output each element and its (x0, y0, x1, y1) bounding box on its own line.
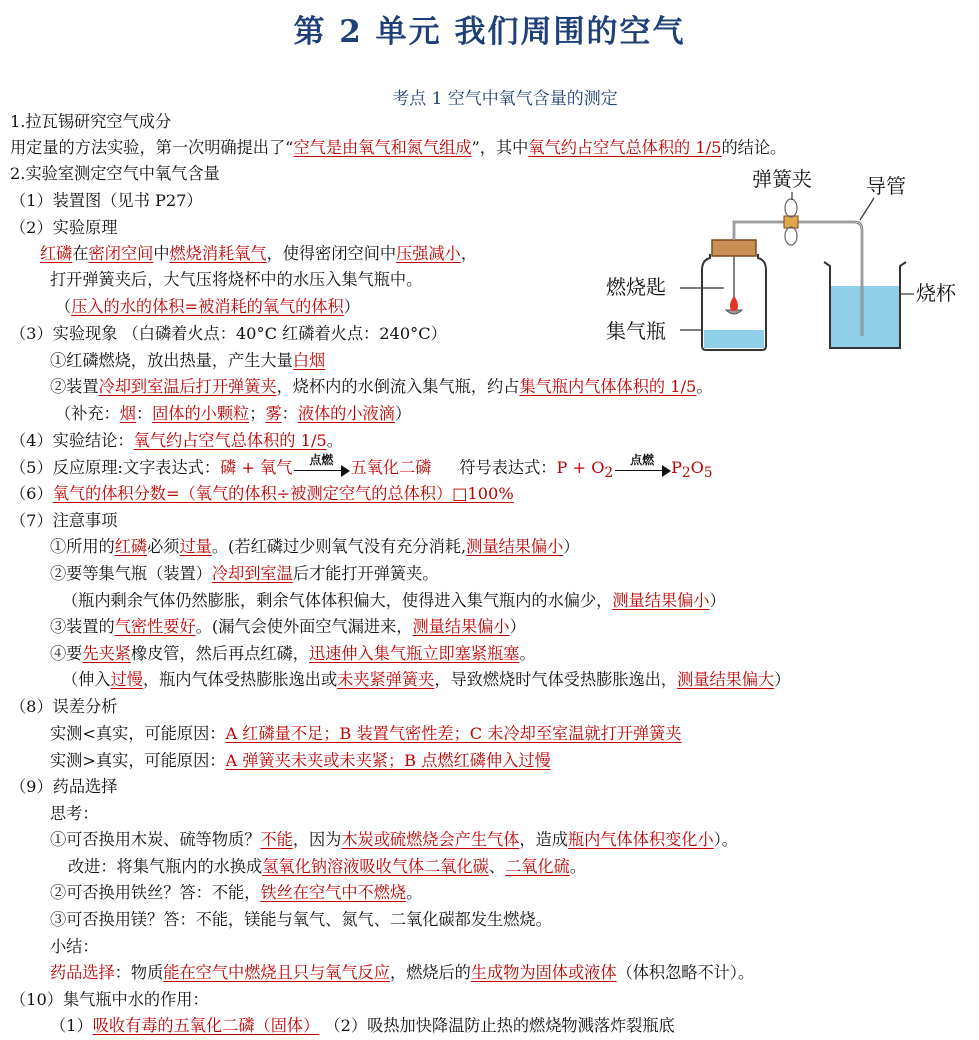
text-segment: （瓶内剩余气体仍然膨胀，剩余气体体积偏大，使得进入集气瓶内的水偏少， (62, 591, 613, 610)
text-segment: ） (563, 537, 580, 556)
text-segment: ，导致燃烧时气体受热膨胀逸出， (434, 670, 678, 689)
text-segment: ①红磷燃烧，放出热量，产生大量 (50, 351, 293, 370)
key-answer: 铁丝在空气中不燃烧 (260, 883, 407, 902)
key-answer: 氧气的体积分数=（氧气的体积÷被测定空气的总体积）□100% (52, 484, 514, 503)
text-line (50, 828, 738, 854)
label-spoon: 燃烧匙 (606, 275, 666, 299)
text-line (50, 1014, 675, 1040)
text-segment: ） (709, 591, 726, 610)
text-line (40, 242, 477, 268)
key-answer: 雾 (265, 404, 282, 423)
key-answer: 过慢 (110, 670, 143, 689)
text-segment: ： (135, 404, 153, 423)
key-answer: 空气是由氧气和氮气组成 (293, 138, 472, 157)
highlight-text: 磷 + 氧气 (220, 458, 293, 477)
text-segment: （1）装置图（见书 P27） (10, 191, 203, 210)
key-answer: 生成物为固体或液体 (470, 963, 617, 982)
text-segment: （1） (50, 1016, 93, 1035)
text-segment: 。 (696, 377, 713, 396)
key-answer: A 弹簧夹未夹或未夹紧；B 点燃红磷伸入过慢 (225, 751, 551, 770)
key-answer: 过量 (179, 537, 212, 556)
arrow-head-icon (662, 465, 671, 477)
text-line (55, 402, 411, 428)
text-segment: （4）实验结论： (10, 431, 134, 450)
key-answer: 二氧化硫 (505, 857, 570, 876)
text-line (10, 189, 203, 215)
text-segment: 、 (488, 857, 506, 876)
text-line (50, 961, 754, 987)
text-segment: （2）吸热加快降温防止热的燃烧物溅落炸裂瓶底 (319, 1016, 675, 1035)
text-segment: 必须 (147, 537, 180, 556)
leader-tube (860, 198, 874, 220)
text-segment: 后才能打开弹簧夹。 (292, 564, 439, 583)
key-answer: 固体的小颗粒 (152, 404, 250, 423)
text-line (50, 802, 99, 828)
key-answer: 迅速伸入集气瓶立即塞紧瓶塞 (309, 644, 520, 663)
key-answer: 气密性要好 (114, 617, 196, 636)
highlight-text: 2 (604, 465, 614, 482)
text-segment: ，使得密闭空间中 (266, 244, 397, 263)
text-segment: ） (343, 297, 360, 316)
page-title: 第 2 单元 我们周围的空气 (293, 14, 686, 50)
text-line (68, 855, 586, 881)
text-segment: ②要等集气瓶（装置） (50, 564, 212, 583)
text-segment: 实测<真实，可能原因： (50, 724, 226, 743)
label-beaker: 烧杯 (916, 281, 956, 305)
text-segment: 小结： (50, 937, 99, 956)
label-tube: 导管 (866, 174, 906, 198)
highlight-text: 2 (682, 465, 691, 482)
key-answer: 液体的小液滴 (297, 404, 395, 423)
highlight-text: O (690, 458, 704, 477)
arrow-shaft (615, 470, 667, 472)
text-segment: 改进：将集气瓶内的水换成 (68, 857, 263, 876)
key-answer: 测量结果偏小 (466, 537, 564, 556)
highlight-text: 药品选择 (50, 963, 115, 982)
key-answer: 测量结果偏大 (677, 670, 775, 689)
text-line (50, 642, 536, 668)
key-answer: 压强减小 (396, 244, 461, 263)
text-line (10, 136, 786, 162)
key-answer: 氧气约占空气总体积的 1/5 (528, 138, 722, 157)
text-segment: （5）反应原理:文字表达式： (10, 458, 221, 477)
text-line (10, 162, 220, 188)
text-line (50, 722, 682, 748)
key-answer: 燃烧消耗氧气 (169, 244, 267, 263)
text-line (50, 268, 422, 294)
text-line (10, 775, 117, 801)
key-answer: 红磷 (40, 244, 73, 263)
text-segment: （3）实验现象 （白磷着火点：40°C 红磷着火点：240°C） (10, 324, 447, 343)
text-line (50, 935, 99, 961)
text-segment: 。(漏气会使外面空气漏进来， (195, 617, 413, 636)
reaction-condition: 点燃 (309, 452, 334, 467)
text-line (50, 535, 579, 561)
text-segment: 2.实验室测定空气中氧气含量 (10, 164, 220, 183)
text-segment: 在 (72, 244, 89, 263)
text-segment: （ (55, 297, 72, 316)
key-answer: 冷却到室温后打开弹簧夹 (98, 377, 277, 396)
label-spring-clip: 弹簧夹 (752, 167, 812, 191)
flame-icon (730, 296, 738, 311)
key-answer: 冷却到室温 (211, 564, 293, 583)
arrow-head-icon (341, 465, 350, 477)
text-segment: 。 (569, 857, 586, 876)
stopper (712, 240, 756, 256)
text-line (10, 509, 117, 535)
text-segment: 用定量的方法实验，第一次明确提出了“ (10, 138, 294, 157)
text-segment: （体积忽略不计）。 (616, 963, 755, 982)
text-line (10, 482, 514, 508)
clip-spring-top (785, 199, 797, 217)
reaction-arrow (292, 452, 350, 478)
key-answer: 测量结果偏小 (412, 617, 510, 636)
text-line (10, 988, 209, 1014)
text-line (10, 322, 447, 348)
text-segment: ②装置 (50, 377, 99, 396)
text-line (50, 615, 526, 641)
text-segment: ） (774, 670, 791, 689)
text-segment: 橡皮管，然后再点红磷， (130, 644, 309, 663)
reaction-condition: 点燃 (630, 452, 655, 467)
apparatus-diagram (598, 160, 974, 360)
text-line (50, 881, 422, 907)
text-segment: 。 (326, 431, 343, 450)
reaction-arrow (613, 452, 671, 478)
text-segment: ）。 (713, 830, 738, 849)
text-line (50, 908, 552, 934)
text-segment: （补充： (55, 404, 120, 423)
key-answer: 未夹紧弹簧夹 (337, 670, 435, 689)
highlight-text: P + O (556, 458, 605, 477)
key-answer: 氧气约占空气总体积的 1/5 (133, 431, 327, 450)
key-answer: 烟 (119, 404, 136, 423)
key-answer: 先夹紧 (82, 644, 131, 663)
beaker-water (830, 286, 900, 348)
text-line (50, 375, 713, 401)
text-segment: ③可否换用镁？答：不能，镁能与氧气、氮气、二氧化碳都发生燃烧。 (50, 910, 552, 929)
text-segment: ”，其中 (471, 138, 529, 157)
text-segment: 中 (153, 244, 170, 263)
text-segment: 思考： (50, 804, 99, 823)
text-segment: ： (281, 404, 298, 423)
text-segment: ，因为 (292, 830, 342, 849)
text-segment: ） (394, 404, 412, 423)
text-segment: 。 (519, 644, 536, 663)
key-answer: 集气瓶内气体体积的 1/5 (519, 377, 697, 396)
text-segment: ①可否换用木炭、硫等物质？ (50, 830, 261, 849)
text-segment: 。 (406, 883, 423, 902)
text-segment: （伸入 (62, 670, 111, 689)
key-answer: 吸收有毒的五氧化二磷（固体） (92, 1016, 320, 1035)
text-segment: ①所用的 (50, 537, 115, 556)
text-segment: ④要 (50, 644, 83, 663)
text-segment: 打开弹簧夹后，大气压将烧杯中的水压入集气瓶中。 (50, 270, 423, 289)
text-line (50, 562, 439, 588)
text-line (50, 749, 551, 775)
key-answer: A 红磷量不足；B 装置气密性差；C 未冷却至室温就打开弹簧夹 (225, 724, 682, 743)
highlight-text: 五氧化二磷 (350, 458, 432, 477)
text-segment: ，造成 (519, 830, 568, 849)
arrow-shaft (294, 470, 346, 472)
text-segment: （2）实验原理 (10, 218, 118, 237)
text-line (10, 695, 117, 721)
section-subtitle: 考点 1 空气中氧气含量的测定 (392, 89, 618, 109)
text-line (62, 668, 790, 694)
text-segment: 1.拉瓦锡研究空气成分 (10, 112, 172, 131)
key-answer: 白烟 (292, 351, 326, 370)
text-line (10, 110, 171, 136)
key-answer: 能在空气中燃烧且只与氧气反应 (163, 963, 390, 982)
text-segment: （6） (10, 484, 53, 503)
key-answer: 木炭或硫燃烧会产生气体 (341, 830, 520, 849)
text-segment: ； (249, 404, 266, 423)
text-segment: （9）药品选择 (10, 777, 118, 796)
jar-water (704, 330, 764, 348)
label-jar: 集气瓶 (606, 319, 666, 343)
text-segment: ，燃烧后的 (389, 963, 471, 982)
text-segment: 符号表达式： (459, 458, 557, 477)
text-segment: ②可否换用铁丝？答：不能， (50, 883, 261, 902)
text-segment: ） (509, 617, 526, 636)
text-line (55, 295, 360, 321)
text-line (10, 216, 117, 242)
text-segment: 实测>真实，可能原因： (50, 751, 226, 770)
highlight-text: P (671, 458, 683, 477)
key-answer: 红磷 (114, 537, 148, 556)
text-segment: 。(若红磷过少则氧气没有充分消耗, (211, 537, 467, 556)
text-line (62, 589, 726, 615)
text-line (10, 452, 713, 482)
key-answer: 不能 (260, 830, 293, 849)
text-segment: ， (460, 244, 478, 263)
text-segment: 的结论。 (721, 138, 787, 157)
key-answer: 氢氧化钠溶液吸收气体二氧化碳 (262, 857, 489, 876)
text-segment: ③装置的 (50, 617, 115, 636)
text-segment: ，烧杯内的水倒流入集气瓶，约占 (276, 377, 520, 396)
text-segment: （10）集气瓶中水的作用： (10, 990, 209, 1009)
highlight-text: 5 (703, 465, 713, 482)
key-answer: 压入的水的体积=被消耗的氧气的体积 (71, 297, 344, 316)
text-segment: ：物质 (114, 963, 164, 982)
text-segment: （7）注意事项 (10, 511, 118, 530)
text-segment: ，瓶内气体受热膨胀逸出或 (142, 670, 338, 689)
key-answer: 密闭空间 (88, 244, 154, 263)
key-answer: 瓶内气体体积变化小 (568, 830, 714, 849)
clip-spring-bottom (785, 227, 797, 245)
text-line (50, 349, 325, 375)
spring-clip (784, 216, 798, 228)
key-answer: 测量结果偏小 (612, 591, 710, 610)
text-segment: （8）误差分析 (10, 697, 118, 716)
